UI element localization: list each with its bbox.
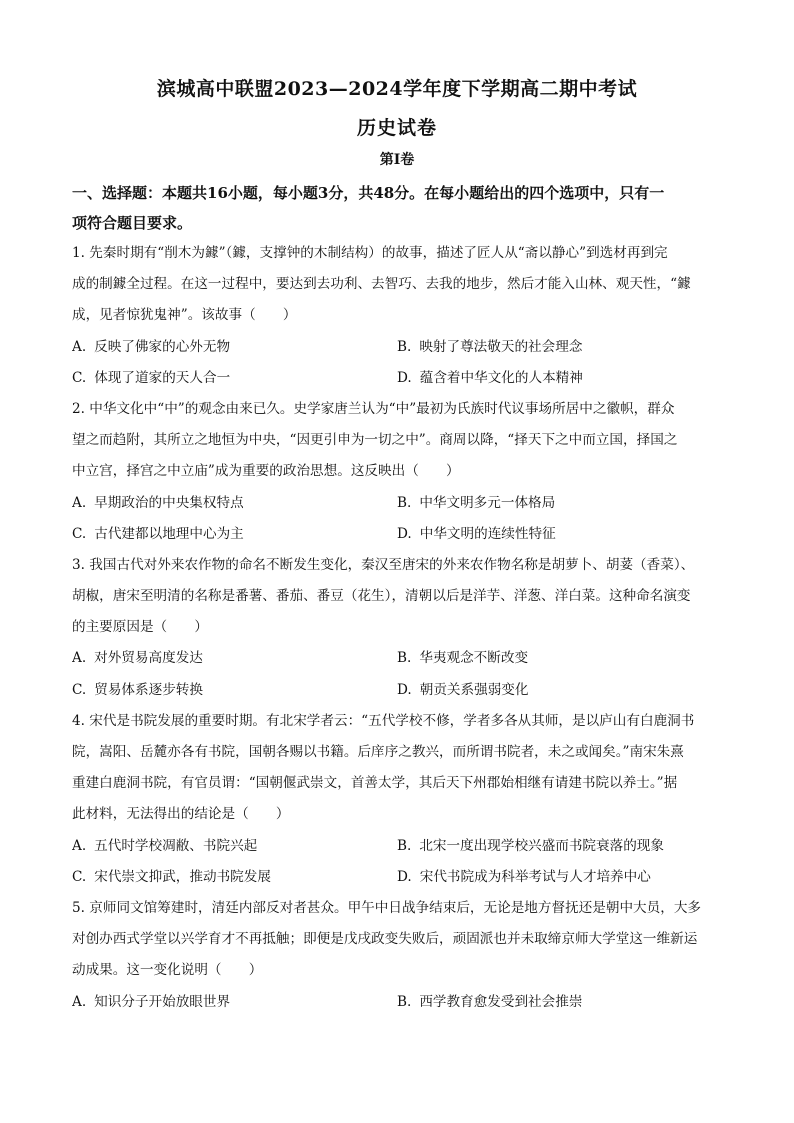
- option-label: D.: [397, 681, 412, 698]
- option-row: [72, 488, 722, 519]
- option-a[interactable]: [72, 488, 397, 519]
- option-d[interactable]: [397, 519, 722, 550]
- option-label: D.: [397, 525, 412, 542]
- question-2: [72, 394, 722, 550]
- option-label: A.: [72, 494, 87, 511]
- option-text: 五代时学校凋敝、书院兴起: [94, 837, 258, 854]
- option-label: B.: [397, 837, 412, 854]
- option-row: [72, 363, 722, 394]
- option-row: [72, 332, 722, 363]
- option-label: C.: [72, 681, 87, 698]
- option-d[interactable]: [397, 363, 722, 394]
- option-text: 宋代书院成为科举考试与人才培养中心: [419, 868, 651, 885]
- question-stem-line: 动成果。这一变化说明（ ）: [72, 962, 263, 979]
- question-5: [72, 893, 722, 1018]
- option-text: 对外贸易高度发达: [94, 650, 203, 667]
- option-c[interactable]: [72, 862, 397, 893]
- option-label: B.: [397, 494, 412, 511]
- question-stem-line: 成，见者惊犹鬼神”。该故事（ ）: [72, 307, 297, 324]
- option-a[interactable]: [72, 987, 397, 1018]
- option-text: 华夷观念不断改变: [419, 650, 529, 667]
- option-c[interactable]: [72, 675, 397, 706]
- question-stem-line: 对创办西式学堂以兴学育才不再抵触；即便是戊戌政变失败后，顽固派也并未取缔京师大学堂这一维新运: [72, 931, 698, 948]
- option-label: A.: [72, 837, 87, 854]
- question-stem-line: 4. 宋代是书院发展的重要时期。有北宋学者云：“五代学校不修，学者多各从其师，是以庐山有白鹿洞书: [72, 712, 695, 729]
- option-d[interactable]: [397, 862, 722, 893]
- option-text: 宋代崇文抑武，推动书院发展: [94, 868, 271, 885]
- option-row: [72, 643, 722, 674]
- option-label: D.: [397, 369, 412, 386]
- option-row: [72, 675, 722, 706]
- question-stem-line: 望之而趋附，其所立之地恒为中央，“因更引申为一切之中”。商周以降，“择天下之中而立国，择国之: [72, 432, 678, 449]
- option-c[interactable]: [72, 519, 397, 550]
- question-stem-line: 1. 先秦时期有“削木为鐻”（鐻，支撑钟的木制结构）的故事，描述了匠人从“斋以静心”到选材再到完: [72, 245, 668, 261]
- option-text: 古代建都以地理中心为主: [94, 525, 244, 542]
- exam-title: 滨城高中联盟2023—2024学年度下学期高二期中考试: [156, 78, 638, 100]
- volume-label: 第Ⅰ卷: [379, 152, 415, 168]
- option-text: 西学教育愈发受到社会推崇: [419, 993, 583, 1010]
- question-3: [72, 550, 722, 706]
- option-a[interactable]: [72, 332, 397, 363]
- section-heading-line: 一、选择题：本题共16小题，每小题3分，共48分。在每小题给出的四个选项中，只有一: [72, 184, 665, 202]
- option-text: 贸易体系逐步转换: [94, 681, 203, 698]
- question-4: [72, 706, 722, 893]
- option-label: C.: [72, 369, 87, 386]
- question-stem-line: 胡椒，唐宋至明清的名称是番薯、番茄、番豆（花生），清朝以后是洋芋、洋葱、洋白菜。这种命名演变: [72, 588, 691, 605]
- option-row: [72, 987, 722, 1018]
- option-b[interactable]: [397, 332, 722, 363]
- option-b[interactable]: [397, 643, 722, 674]
- option-text: 中华文明的连续性特征: [419, 525, 556, 542]
- option-text: 中华文明多元一体格局: [419, 494, 556, 511]
- option-text: 朝贡关系强弱变化: [419, 681, 529, 698]
- option-label: B.: [397, 338, 412, 355]
- option-b[interactable]: [397, 831, 722, 862]
- option-text: 北宋一度出现学校兴盛而书院衰落的现象: [419, 837, 664, 854]
- option-text: 知识分子开始放眼世界: [94, 993, 231, 1010]
- option-label: A.: [72, 650, 87, 667]
- option-row: [72, 862, 722, 893]
- option-a[interactable]: [72, 643, 397, 674]
- question-stem-line: 5. 京师同文馆筹建时，清廷内部反对者甚众。甲午中日战争结束后，无论是地方督抚还是朝中大员，大多: [72, 899, 702, 916]
- option-text: 反映了佛家的心外无物: [94, 338, 231, 355]
- section-heading: [72, 178, 722, 238]
- question-list: [72, 238, 722, 1018]
- question-stem-line: 中立宫，择宫之中立庙”成为重要的政治思想。这反映出（ ）: [72, 463, 460, 480]
- option-text: 映射了尊法敬天的社会理念: [419, 338, 583, 355]
- option-b[interactable]: [397, 488, 722, 519]
- option-text: 体现了道家的天人合一: [94, 369, 231, 386]
- option-label: A.: [72, 338, 87, 355]
- subject-title: 历史试卷: [356, 117, 437, 139]
- option-row: [72, 831, 722, 862]
- question-stem-line: 院，嵩阳、岳麓亦各有书院，国朝各赐以书籍。后庠序之教兴，而所谓书院者，未之或闻矣。”南宋朱熹: [72, 744, 684, 760]
- question-1: [72, 238, 722, 394]
- option-label: C.: [72, 525, 87, 542]
- question-stem-line: 的主要原因是（ ）: [72, 619, 208, 636]
- option-text: 蕴含着中华文化的人本精神: [419, 369, 583, 386]
- question-stem-line: 此材料，无法得出的结论是（ ）: [72, 806, 290, 823]
- option-row: [72, 519, 722, 550]
- option-d[interactable]: [397, 675, 722, 706]
- option-text: 早期政治的中央集权特点: [94, 494, 244, 511]
- option-b[interactable]: [397, 987, 722, 1018]
- question-stem-line: 重建白鹿洞书院，有官员谓：“国朝偃武崇文，首善太学，其后天下州郡始相继有请建书院以养士。”据: [72, 775, 678, 792]
- question-stem-line: 2. 中华文化中“中”的观念由来已久。史学家唐兰认为“中”最初为氏族时代议事场所居中之徽帜，群众: [72, 400, 675, 417]
- section-heading-line: 项符合题目要求。: [72, 214, 193, 232]
- option-label: C.: [72, 868, 87, 885]
- option-label: A.: [72, 993, 87, 1010]
- option-a[interactable]: [72, 831, 397, 862]
- option-label: B.: [397, 993, 412, 1010]
- question-stem-line: 3. 我国古代对外来农作物的命名不断发生变化，秦汉至唐宋的外来农作物名称是胡萝卜、胡荽（香菜）、: [72, 556, 695, 573]
- option-c[interactable]: [72, 363, 397, 394]
- option-label: D.: [397, 868, 412, 885]
- option-label: B.: [397, 650, 412, 667]
- question-stem-line: 成的制鐻全过程。在这一过程中，要达到去功利、去智巧、去我的地步，然后才能入山林、观天性，“鐻: [72, 276, 691, 293]
